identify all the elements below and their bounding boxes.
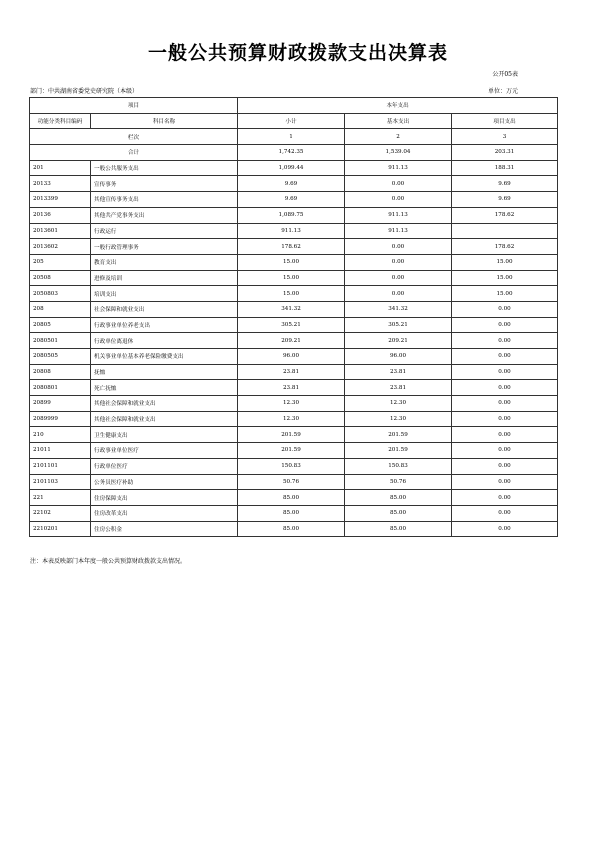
table-row	[30, 317, 558, 333]
row-basic: 50.76	[345, 474, 452, 490]
row-item: 0.00	[452, 301, 558, 317]
row-subtotal: 12.30	[238, 396, 345, 412]
row-subject-name: 行政单位医疗	[91, 458, 238, 474]
header-subject-name: 科目名称	[91, 113, 238, 129]
row-basic: 0.00	[345, 176, 452, 192]
row-basic: 911.13	[345, 207, 452, 223]
row-code: 2080505	[30, 349, 91, 365]
row-subject-name: 进修及培训	[91, 270, 238, 286]
row-basic: 0.00	[345, 239, 452, 255]
row-code: 221	[30, 490, 91, 506]
row-code: 20805	[30, 317, 91, 333]
row-subtotal: 305.21	[238, 317, 345, 333]
row-item: 15.00	[452, 286, 558, 302]
row-item: 188.31	[452, 160, 558, 176]
row-code: 2101103	[30, 474, 91, 490]
row-code: 2080501	[30, 333, 91, 349]
row-subject-name: 一般公共服务支出	[91, 160, 238, 176]
column-label: 栏次	[30, 129, 238, 145]
table-row	[30, 364, 558, 380]
table-row	[30, 192, 558, 208]
row-code: 20808	[30, 364, 91, 380]
row-basic: 341.32	[345, 301, 452, 317]
row-subtotal: 201.59	[238, 427, 345, 443]
row-basic: 0.00	[345, 286, 452, 302]
table-row	[30, 223, 558, 239]
unit-label: 单位：万元	[487, 88, 518, 95]
row-code: 201	[30, 160, 91, 176]
header-item: 项目支出	[452, 113, 558, 129]
row-subject-name: 行政事业单位养老支出	[91, 317, 238, 333]
row-code: 2080801	[30, 380, 91, 396]
table-row	[30, 333, 558, 349]
department-label: 部门：中共湖南省委党史研究院（本级）	[30, 88, 139, 95]
row-basic: 85.00	[345, 505, 452, 521]
row-basic: 201.59	[345, 443, 452, 459]
row-subtotal: 23.81	[238, 364, 345, 380]
row-item: 9.69	[452, 176, 558, 192]
row-code: 208	[30, 301, 91, 317]
row-basic: 85.00	[345, 521, 452, 537]
row-item: 0.00	[452, 364, 558, 380]
row-item: 0.00	[452, 474, 558, 490]
row-code: 20508	[30, 270, 91, 286]
header-row-2	[30, 113, 558, 129]
table-row	[30, 443, 558, 459]
row-basic: 96.00	[345, 349, 452, 365]
header-project: 项目	[30, 98, 238, 114]
row-item: 0.00	[452, 411, 558, 427]
row-subtotal: 209.21	[238, 333, 345, 349]
table-row	[30, 411, 558, 427]
table-row	[30, 160, 558, 176]
table-row	[30, 380, 558, 396]
row-subject-name: 公务员医疗补助	[91, 474, 238, 490]
total-row	[30, 145, 558, 161]
row-subtotal: 1,099.44	[238, 160, 345, 176]
row-subject-name: 培训支出	[91, 286, 238, 302]
row-subject-name: 行政事业单位医疗	[91, 443, 238, 459]
footnote: 注：本表反映部门本年度一般公共预算财政拨款支出情况。	[30, 558, 187, 565]
row-basic: 911.13	[345, 160, 452, 176]
table-row	[30, 474, 558, 490]
row-item: 0.00	[452, 317, 558, 333]
row-basic: 0.00	[345, 254, 452, 270]
table-row	[30, 239, 558, 255]
row-item: 0.00	[452, 521, 558, 537]
table-row	[30, 301, 558, 317]
row-subtotal: 9.69	[238, 176, 345, 192]
row-code: 20899	[30, 396, 91, 412]
column-1: 1	[238, 129, 345, 145]
row-basic: 85.00	[345, 490, 452, 506]
form-code: 公开05表	[492, 71, 518, 78]
row-basic: 0.00	[345, 270, 452, 286]
row-item: 0.00	[452, 349, 558, 365]
row-code: 2101101	[30, 458, 91, 474]
row-subject-name: 教育支出	[91, 254, 238, 270]
row-item: 9.69	[452, 192, 558, 208]
table-row	[30, 490, 558, 506]
column-2: 2	[345, 129, 452, 145]
row-subject-name: 宣传事务	[91, 176, 238, 192]
row-basic: 23.81	[345, 380, 452, 396]
column-index-row	[30, 129, 558, 145]
header-subtotal: 小计	[238, 113, 345, 129]
row-basic: 12.30	[345, 411, 452, 427]
row-basic: 23.81	[345, 364, 452, 380]
row-subject-name: 行政单位离退休	[91, 333, 238, 349]
row-subject-name: 死亡抚恤	[91, 380, 238, 396]
row-subtotal: 1,089.75	[238, 207, 345, 223]
row-subject-name: 其他社会保障和就业支出	[91, 396, 238, 412]
row-basic: 911.13	[345, 223, 452, 239]
header-row-1	[30, 98, 558, 114]
total-item: 203.31	[452, 145, 558, 161]
row-subtotal: 85.00	[238, 490, 345, 506]
table-row	[30, 396, 558, 412]
row-subject-name: 一般行政管理事务	[91, 239, 238, 255]
row-item: 0.00	[452, 380, 558, 396]
row-basic: 201.59	[345, 427, 452, 443]
row-item: 0.00	[452, 443, 558, 459]
row-subject-name: 社会保障和就业支出	[91, 301, 238, 317]
total-label: 合计	[30, 145, 238, 161]
table-row	[30, 427, 558, 443]
row-subject-name: 住房公积金	[91, 521, 238, 537]
row-item: 0.00	[452, 333, 558, 349]
row-code: 205	[30, 254, 91, 270]
table-row	[30, 176, 558, 192]
row-basic: 12.30	[345, 396, 452, 412]
row-subject-name: 机关事业单位基本养老保险缴费支出	[91, 349, 238, 365]
row-basic: 209.21	[345, 333, 452, 349]
row-subtotal: 150.83	[238, 458, 345, 474]
row-subtotal: 12.30	[238, 411, 345, 427]
header-current-year: 本年支出	[238, 98, 558, 114]
row-subtotal: 85.00	[238, 521, 345, 537]
row-code: 2013601	[30, 223, 91, 239]
row-item: 0.00	[452, 505, 558, 521]
row-subject-name: 其他共产党事务支出	[91, 207, 238, 223]
row-subject-name: 其他社会保障和就业支出	[91, 411, 238, 427]
row-subtotal: 96.00	[238, 349, 345, 365]
row-subtotal: 15.00	[238, 270, 345, 286]
row-subtotal: 201.59	[238, 443, 345, 459]
row-subtotal: 341.32	[238, 301, 345, 317]
table-row	[30, 286, 558, 302]
row-subtotal: 178.62	[238, 239, 345, 255]
row-basic: 0.00	[345, 192, 452, 208]
table-row	[30, 458, 558, 474]
row-subtotal: 23.81	[238, 380, 345, 396]
row-item: 0.00	[452, 458, 558, 474]
row-subject-name: 卫生健康支出	[91, 427, 238, 443]
row-subtotal: 85.00	[238, 505, 345, 521]
row-item: 178.62	[452, 207, 558, 223]
header-basic: 基本支出	[345, 113, 452, 129]
row-code: 210	[30, 427, 91, 443]
table-row	[30, 521, 558, 537]
row-code: 2210201	[30, 521, 91, 537]
row-basic: 150.83	[345, 458, 452, 474]
row-subject-name: 抚恤	[91, 364, 238, 380]
total-basic: 1,539.04	[345, 145, 452, 161]
row-subject-name: 住房保障支出	[91, 490, 238, 506]
row-item: 0.00	[452, 490, 558, 506]
table-row	[30, 207, 558, 223]
table-row	[30, 505, 558, 521]
row-code: 2013399	[30, 192, 91, 208]
row-subtotal: 15.00	[238, 286, 345, 302]
row-code: 20136	[30, 207, 91, 223]
row-item	[452, 223, 558, 239]
row-code: 2050803	[30, 286, 91, 302]
row-subject-name: 住房改革支出	[91, 505, 238, 521]
total-subtotal: 1,742.35	[238, 145, 345, 161]
row-item: 15.00	[452, 270, 558, 286]
row-item: 15.00	[452, 254, 558, 270]
header-func-code: 功能分类科目编码	[30, 113, 91, 129]
row-subtotal: 50.76	[238, 474, 345, 490]
table-row	[30, 254, 558, 270]
table-row	[30, 270, 558, 286]
row-code: 21011	[30, 443, 91, 459]
expenditure-table	[29, 97, 558, 537]
row-item: 178.62	[452, 239, 558, 255]
row-subject-name: 行政运行	[91, 223, 238, 239]
row-code: 2089999	[30, 411, 91, 427]
row-code: 22102	[30, 505, 91, 521]
page-title: 一般公共预算财政拨款支出决算表	[147, 42, 448, 64]
row-item: 0.00	[452, 396, 558, 412]
table-row	[30, 349, 558, 365]
row-code: 20133	[30, 176, 91, 192]
row-item: 0.00	[452, 427, 558, 443]
row-basic: 305.21	[345, 317, 452, 333]
row-code: 2013602	[30, 239, 91, 255]
row-subtotal: 15.00	[238, 254, 345, 270]
row-subject-name: 其他宣传事务支出	[91, 192, 238, 208]
column-3: 3	[452, 129, 558, 145]
row-subtotal: 9.69	[238, 192, 345, 208]
row-subtotal: 911.13	[238, 223, 345, 239]
